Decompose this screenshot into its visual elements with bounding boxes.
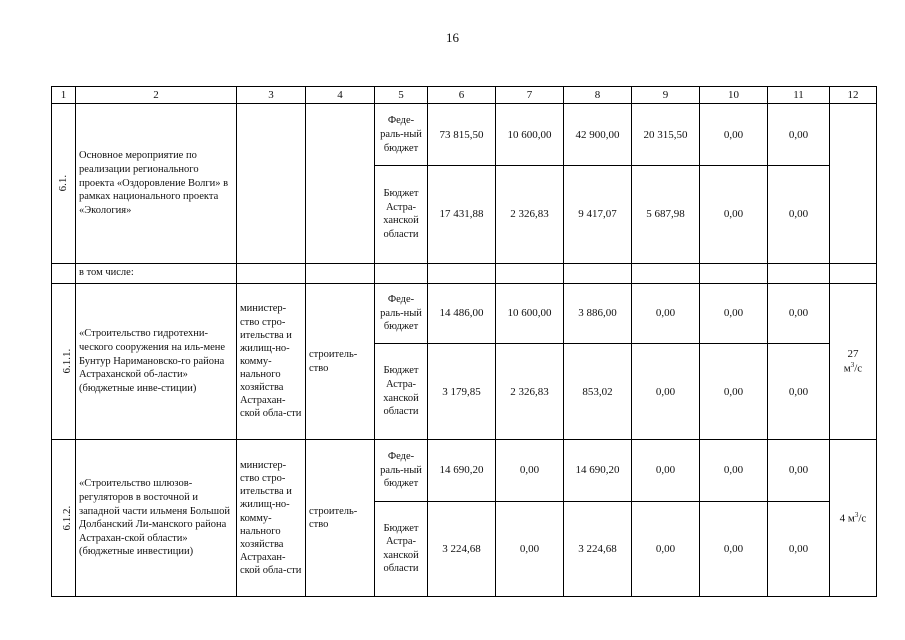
capacity-value: 4 м: [839, 512, 855, 525]
value-cell: 10 600,00: [496, 283, 564, 343]
funding-source: Бюджет Астра-ханской области: [375, 166, 428, 263]
value-cell: 17 431,88: [428, 166, 496, 263]
responsible-agency: министер-ство стро-ительства и жилищ-но-комму-нального хозяйства Астрахан-ской обла-сти: [237, 440, 306, 597]
empty-cell: [632, 263, 700, 283]
capacity-exponent: 3: [850, 361, 855, 370]
table-row: [52, 283, 877, 343]
value-cell: 0,00: [700, 166, 768, 263]
empty-cell: [52, 263, 76, 283]
value-cell: 0,00: [768, 283, 830, 343]
funding-source: Феде-раль-ный бюджет: [375, 283, 428, 343]
header-cell: 9: [632, 87, 700, 104]
header-cell: 12: [830, 87, 877, 104]
capacity-value: 27: [847, 347, 859, 360]
value-cell: 0,00: [496, 501, 564, 596]
header-cell: 7: [496, 87, 564, 104]
header-cell: 3: [237, 87, 306, 104]
empty-cell: [306, 104, 375, 264]
capacity-unit: м: [843, 362, 851, 375]
value-cell: 20 315,50: [632, 104, 700, 166]
value-cell: 0,00: [700, 440, 768, 501]
header-cell: 4: [306, 87, 375, 104]
funding-source: Бюджет Астра-ханской области: [375, 501, 428, 596]
value-cell: 0,00: [768, 501, 830, 596]
value-cell: 0,00: [632, 283, 700, 343]
header-cell: 5: [375, 87, 428, 104]
empty-cell: [428, 263, 496, 283]
value-cell: 0,00: [632, 343, 700, 439]
value-cell: 14 690,20: [428, 440, 496, 501]
value-cell: 10 600,00: [496, 104, 564, 166]
funding-source: Бюджет Астра-ханской области: [375, 343, 428, 439]
value-cell: 3 179,85: [428, 343, 496, 439]
header-cell: 10: [700, 87, 768, 104]
page-number: 16: [446, 30, 459, 45]
row-number: 6.1.1.: [52, 283, 76, 440]
capacity-cell: [830, 283, 877, 440]
budget-table: [51, 86, 877, 597]
header-row: [52, 87, 877, 104]
empty-cell: [237, 104, 306, 264]
header-cell: 8: [564, 87, 632, 104]
funding-source: Феде-раль-ный бюджет: [375, 104, 428, 166]
value-cell: 0,00: [700, 104, 768, 166]
empty-cell: [375, 263, 428, 283]
table-row: [52, 104, 877, 166]
empty-cell: [237, 263, 306, 283]
empty-cell: [306, 263, 375, 283]
empty-cell: [830, 263, 877, 283]
value-cell: 0,00: [768, 104, 830, 166]
value-cell: 3 224,68: [564, 501, 632, 596]
empty-cell: [700, 263, 768, 283]
value-cell: 0,00: [768, 343, 830, 439]
responsible-agency: министер-ство стро-ительства и жилищ-но-комму-нального хозяйства Астрахан-ской обла-сти: [237, 283, 306, 440]
value-cell: 0,00: [700, 283, 768, 343]
capacity-exponent: 3: [854, 510, 859, 519]
value-cell: 42 900,00: [564, 104, 632, 166]
header-cell: 6: [428, 87, 496, 104]
value-cell: 853,02: [564, 343, 632, 439]
header-cell: 1: [52, 87, 76, 104]
value-cell: 0,00: [768, 166, 830, 263]
empty-cell: [496, 263, 564, 283]
empty-cell: [768, 263, 830, 283]
capacity-cell: [830, 440, 877, 597]
empty-cell: [564, 263, 632, 283]
value-cell: 0,00: [496, 440, 564, 501]
activity-name: Основное мероприятие по реализации регионального проекта «Оздоровление Волги» в рамках национального проекта «Экология»: [76, 104, 237, 264]
value-cell: 0,00: [700, 501, 768, 596]
empty-cell: [830, 104, 877, 264]
activity-type: строитель-ство: [306, 440, 375, 597]
table-row: [52, 440, 877, 501]
value-cell: 5 687,98: [632, 166, 700, 263]
capacity-per-second: /с: [858, 512, 867, 525]
value-cell: 14 486,00: [428, 283, 496, 343]
value-cell: 0,00: [632, 501, 700, 596]
row-number: 6.1.2.: [52, 440, 76, 597]
header-cell: 11: [768, 87, 830, 104]
activity-name: «Строительство гидротехни-ческого сооружения на иль-мене Бунтур Наримановско-го района Астраханской об-ласти» (бюджетные инве-стиции): [76, 283, 237, 440]
header-cell: 2: [76, 87, 237, 104]
value-cell: 2 326,83: [496, 166, 564, 263]
value-cell: 9 417,07: [564, 166, 632, 263]
activity-name: «Строительство шлюзов-регуляторов в восточной и западной части ильменя Большой Долбанский Ли-манского района Астрахан-ской области» (бюджетные инвестиции): [76, 440, 237, 597]
activity-type: строитель-ство: [306, 283, 375, 440]
value-cell: 0,00: [700, 343, 768, 439]
funding-source: Феде-раль-ный бюджет: [375, 440, 428, 501]
capacity-per-second: /с: [854, 362, 863, 375]
value-cell: 0,00: [632, 440, 700, 501]
value-cell: 14 690,20: [564, 440, 632, 501]
value-cell: 2 326,83: [496, 343, 564, 439]
value-cell: 3 224,68: [428, 501, 496, 596]
value-cell: 73 815,50: [428, 104, 496, 166]
row-number: 6.1.: [52, 104, 76, 264]
value-cell: 0,00: [768, 440, 830, 501]
table-row: [52, 263, 877, 283]
value-cell: 3 886,00: [564, 283, 632, 343]
including-label: в том числе:: [76, 263, 237, 283]
